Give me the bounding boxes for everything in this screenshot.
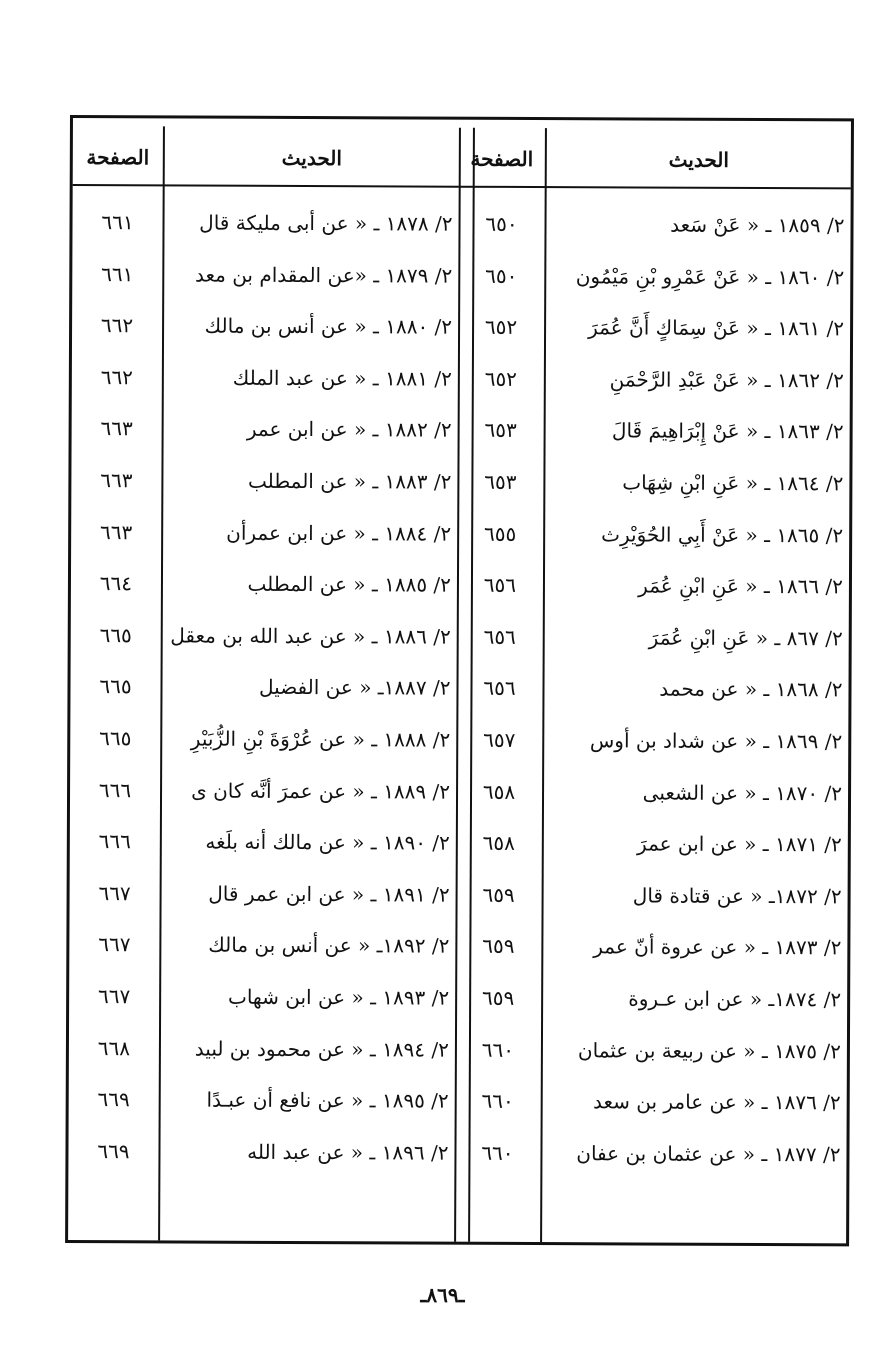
left-page-number: ٦٦٧ [97, 984, 131, 1009]
left-page-number: ٦٦٣ [100, 416, 133, 441]
right-page-number: ٦٥٦ [483, 624, 516, 649]
left-page-number: ٦٦٤ [99, 571, 133, 596]
right-page-number: ٦٦٠ [481, 1037, 515, 1062]
left-hadith-entry: ٢/ ١٨٨١ ـ « عن عبد الملك [232, 365, 452, 391]
right-hadith-entry: ٢/ ١٨٦٠ ـ « عَنْ عَمْرِو بْنِ مَيْمُون [575, 263, 845, 289]
left-hadith-entry: ٢/ ١٨٨٧ـ « عن الفضيل [258, 675, 451, 701]
left-hadith-entry: ٢/ ١٨٩٠ ـ « عن مالك أنه بلَغه [205, 829, 450, 855]
header-right-page: الصفحة [470, 146, 534, 172]
right-page-number: ٦٦٠ [481, 1140, 514, 1165]
page-number: ـ٨٦٩ـ [420, 1283, 465, 1307]
left-page-number: ٦٦٦ [98, 777, 132, 802]
left-hadith-entry: ٢/ ١٨٨٢ ـ « عن ابن عمر [246, 417, 452, 443]
left-page-number: ٦٦٣ [100, 468, 133, 493]
right-page-number: ٦٥٢ [484, 366, 518, 391]
right-hadith-entry: ٢/ ١٨٧١ ـ « عن ابن عمرَ [637, 831, 842, 857]
left-hadith-entry: ٢/ ١٨٧٨ ـ « عن أبى مليكة قال [199, 210, 453, 236]
left-page-number: ٦٦٦ [98, 829, 131, 854]
left-hadith-entry: ٢/ ١٨٨٥ ـ « عن المطلب [247, 571, 452, 597]
right-hadith-entry: ٢/ ١٨٦٨ ـ « عن محمد [659, 676, 843, 702]
left-page-number: ٦٦٥ [99, 674, 132, 699]
left-page-number: ٦٦٩ [97, 1087, 130, 1112]
right-hadith-entry: ٢/ ١٨٦٤ ـ « عَنِ ابْنِ شِهَاب [622, 470, 844, 496]
right-page-number: ٦٥٦ [483, 676, 516, 701]
right-hadith-entry: ٢/ ١٨٧٠ ـ « عن الشعبى [642, 780, 843, 805]
right-hadith-entry: ٢/ ١٨٧٤ـ « عن ابن عـروة [628, 986, 842, 1012]
right-page-number: ٦٥٨ [482, 779, 516, 804]
right-hadith-entry: ٢/ ١٨٧٢ـ « عن قتادة قال [632, 883, 842, 909]
right-page-number: ٦٥٧ [483, 727, 516, 752]
right-page-number: ٦٦٠ [481, 1088, 514, 1114]
left-hadith-entry: ٢/ ١٨٨٣ ـ « عن المطلب [247, 468, 452, 494]
left-hadith-entry: ٢/ ١٨٩٤ ـ « عن محمود بن لبيد [194, 1036, 449, 1062]
right-page-number: ٦٥٠ [485, 211, 518, 236]
right-hadith-entry: ٢/ ١٨٧٣ ـ « عن عروة أنّ عمر [593, 934, 842, 960]
left-hadith-entry: ٢/ ١٨٩٣ ـ « عن ابن شهاب [227, 984, 450, 1010]
right-page-number: ٦٥٣ [484, 418, 517, 443]
left-hadith-entry: ٢/ ١٨٧٩ ـ «عن المقدام بن معد [194, 262, 453, 288]
right-hadith-entry: ٢/ ١٨٦٣ ـ « عَنْ إِبْرَاهِيمَ قَالَ [611, 418, 844, 444]
left-page-number: ٦٦٥ [99, 726, 132, 751]
header-rule-left [73, 184, 459, 188]
left-page-number: ٦٦٣ [100, 519, 133, 544]
right-hadith-entry: ٢/ ١٨٧٦ ـ « عن عامر بن سعد [592, 1089, 841, 1115]
right-hadith-entry: ٢/ ١٨٧٥ ـ « عن ربيعة بن عثمان [577, 1037, 841, 1063]
header-left-hadith: الحديث [281, 145, 342, 171]
left-page-number: ٦٦١ [101, 210, 134, 235]
right-page-number: ٦٥٦ [483, 572, 517, 598]
left-hadith-entry: ٢/ ١٨٩٦ ـ « عن عبد الله [247, 1139, 449, 1165]
right-hadith-entry: ٢/ ١٨٦٥ ـ « عَنْ أَبِي الحُوَيْرِث [601, 521, 844, 547]
header-rule-right [459, 186, 851, 190]
right-page-number: ٦٥٨ [482, 830, 515, 856]
left-page-number: ٦٦٨ [97, 1035, 131, 1060]
right-hadith-entry: ٢/ ١٨٦٩ ـ « عن شداد بن أوس [589, 728, 843, 754]
right-page-number: ٦٥٥ [484, 521, 517, 546]
left-page-number: ٦٦٧ [98, 880, 131, 906]
right-page-number: ٦٥٣ [484, 469, 517, 494]
left-hadith-entry: ٢/ ١٨٨٠ ـ « عن أنس بن مالك [204, 313, 453, 339]
left-hadith-entry: ٢/ ١٨٨٨ ـ « عن عُرْوَةَ بْنِ الزُّبَيْرِ [190, 726, 451, 752]
header-right-hadith: الحديث [668, 147, 729, 172]
right-page-number: ٦٥٠ [485, 263, 518, 288]
left-hadith-entry: ٢/ ١٨٩١ ـ « عن ابن عمر قال [208, 881, 450, 907]
left-page-number: ٦٦٧ [98, 932, 131, 957]
header-left-page: الصفحة [86, 145, 150, 170]
right-hadith-entry: ٢/ ١٨٥٩ ـ « عَنْ سَعد [670, 212, 845, 238]
left-hadith-entry: ٢/ ١٨٨٤ ـ « عن ابن عمرأن [226, 520, 452, 546]
left-page-number: ٦٦٢ [100, 313, 134, 338]
right-page-number: ٦٥٩ [482, 934, 515, 959]
right-hadith-entry: ٢/ ٨٦٧ ـ « عَنِ ابْنِ عُمَرَ [648, 625, 843, 651]
right-page-number: ٦٥٢ [484, 315, 518, 340]
left-hadith-entry: ٢/ ١٨٩٥ ـ « عن نافع أن عبـدًا [206, 1087, 449, 1113]
right-hadith-entry: ٢/ ١٨٧٧ ـ « عن عثمان بن عفان [576, 1141, 841, 1167]
left-page-number: ٦٦٩ [97, 1138, 130, 1164]
left-hadith-entry: ٢/ ١٨٨٩ ـ « عن عمرَ أنَّه كان ى [191, 778, 451, 804]
right-hadith-entry: ٢/ ١٨٦٦ ـ « عَنِ ابْنِ عُمَر [638, 573, 844, 599]
left-hadith-entry: ٢/ ١٨٨٦ ـ « عن عبد الله بن معقل [170, 623, 451, 649]
left-page-number: ٦٦١ [101, 261, 134, 286]
right-page-number: ٦٥٩ [481, 985, 515, 1010]
right-hadith-entry: ٢/ ١٨٦٢ ـ « عَنْ عَبْدِ الرَّحْمَنِ [609, 367, 844, 393]
right-hadith-entry: ٢/ ١٨٦١ ـ « عَنْ سِمَاكٍ أَنَّ عُمَرَ [588, 315, 845, 341]
right-page-number: ٦٥٩ [482, 882, 515, 907]
left-page-number: ٦٦٢ [100, 364, 134, 390]
left-page-number: ٦٦٥ [99, 622, 132, 648]
index-table [65, 115, 854, 1246]
left-hadith-entry: ٢/ ١٨٩٢ـ « عن أنس بن مالك [208, 933, 450, 959]
